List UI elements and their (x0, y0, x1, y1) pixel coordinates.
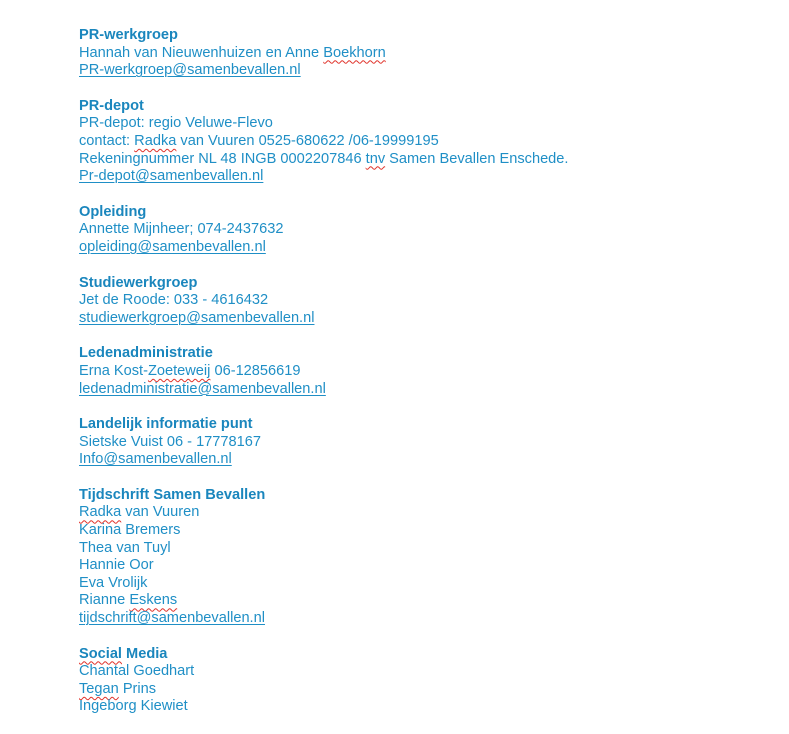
member-line: Eva Vrolijk (79, 574, 148, 591)
member-line: Hannie Oor (79, 557, 154, 574)
section-studiewerkgroep (79, 275, 779, 328)
email-line (79, 168, 779, 186)
text-run: Erna Kost- (79, 362, 148, 379)
section-heading: Landelijk informatie punt (79, 416, 253, 433)
member-line (79, 681, 779, 699)
misspelled-word[interactable]: Radka (79, 504, 122, 521)
section-heading: Tijdschrift Samen Bevallen (79, 486, 266, 503)
section-opleiding (79, 204, 779, 257)
member-line (79, 592, 779, 610)
misspelled-word[interactable]: Eskens (129, 592, 178, 609)
email-link[interactable]: tijdschrift@samenbevallen.nl (79, 610, 265, 627)
misspelled-word[interactable]: Zoeteweij (147, 362, 211, 379)
contact-line (79, 133, 779, 151)
section-ledenadministratie (79, 345, 779, 398)
text-run: Prins (118, 680, 157, 697)
contact-line (79, 363, 779, 381)
member-line: Karina Bremers (79, 522, 181, 539)
section-tijdschrift (79, 487, 779, 628)
misspelled-word[interactable]: Tegan (79, 680, 119, 697)
text-run: Rianne (79, 592, 130, 609)
section-landelijk-informatie-punt (79, 416, 779, 469)
section-pr-depot (79, 98, 779, 186)
text-run: Rekeningnummer NL 48 INGB 0002207846 (79, 150, 366, 167)
member-line: Ingeborg Kiewiet (79, 698, 188, 715)
email-line (79, 381, 779, 399)
section-heading: PR-depot (79, 97, 144, 114)
email-link[interactable]: Pr-depot@samenbevallen.nl (79, 168, 264, 185)
email-link[interactable]: studiewerkgroep@samenbevallen.nl (79, 309, 315, 326)
section-heading: Studiewerkgroep (79, 274, 198, 291)
section-social-media (79, 646, 779, 716)
member-line (79, 504, 779, 522)
text-run: Media (122, 645, 168, 662)
misspelled-word[interactable]: tnv (365, 150, 386, 167)
email-line (79, 610, 779, 628)
text-run: contact: (79, 132, 135, 149)
text-run: van Vuuren 0525-680622 /06-19999195 (176, 132, 439, 149)
email-line (79, 62, 779, 80)
section-heading: PR-werkgroep (79, 27, 178, 43)
email-line (79, 451, 779, 469)
email-link[interactable]: ledenadministratie@samenbevallen.nl (79, 380, 326, 397)
member-line: Chantal Goedhart (79, 663, 195, 680)
account-line (79, 151, 779, 169)
misspelled-word[interactable]: Radka (134, 132, 177, 149)
member-line: Thea van Tuyl (79, 539, 171, 556)
contact-line: Jet de Roode: 033 - 4616432 (79, 292, 269, 309)
text-run: Hannah van Nieuwenhuizen en Anne (79, 44, 324, 61)
contact-line: Annette Mijnheer; 074-2437632 (79, 221, 284, 238)
misspelled-word[interactable]: Boekhorn (323, 44, 386, 61)
email-link[interactable]: Info@samenbevallen.nl (79, 451, 232, 468)
email-link[interactable]: PR-werkgroep@samenbevallen.nl (79, 62, 301, 79)
section-pr-werkgroep (79, 27, 779, 80)
email-line (79, 310, 779, 328)
document-body (79, 27, 779, 734)
contact-line (79, 45, 779, 63)
text-run: Samen Bevallen Enschede. (385, 150, 569, 167)
contact-line: Sietske Vuist 06 - 17778167 (79, 433, 262, 450)
section-heading: Ledenadministratie (79, 345, 213, 362)
misspelled-word[interactable]: Social (79, 645, 122, 662)
email-line (79, 239, 779, 257)
text-run: van Vuuren (121, 504, 200, 521)
text-run: 06-12856619 (210, 362, 301, 379)
section-heading (79, 646, 779, 664)
email-link[interactable]: opleiding@samenbevallen.nl (79, 238, 266, 255)
region-line: PR-depot: regio Veluwe-Flevo (79, 115, 273, 132)
section-heading: Opleiding (79, 203, 147, 220)
